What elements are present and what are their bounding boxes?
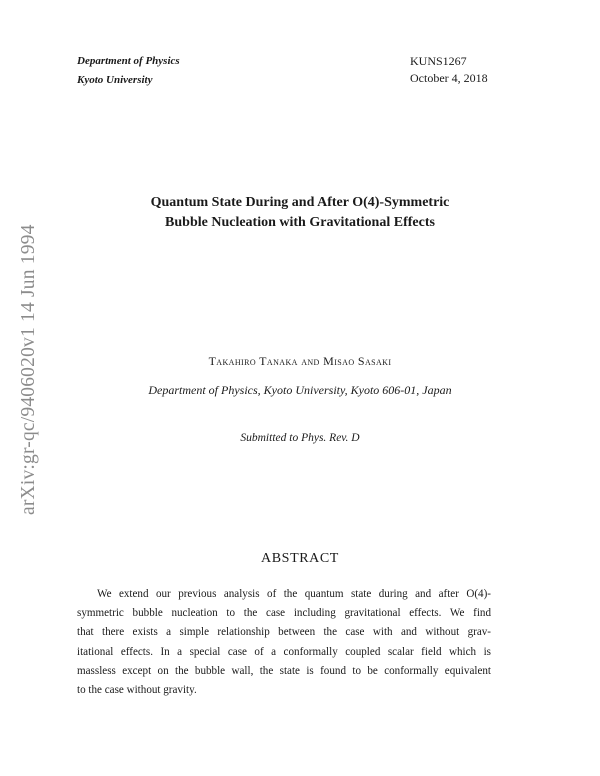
- author-conjunction: and: [301, 354, 320, 368]
- abstract-line: that there exists a simple relationship between the case with and without grav-: [77, 626, 491, 639]
- submission-note: Submitted to Phys. Rev. D: [240, 432, 360, 444]
- header-department: Department of Physics: [77, 55, 180, 67]
- header-affiliation: [77, 52, 180, 90]
- abstract-line: to the case without gravity.: [77, 684, 197, 697]
- author-list: [60, 354, 540, 369]
- abstract-body: [77, 585, 491, 700]
- report-date: October 4, 2018: [410, 71, 488, 85]
- abstract-heading: ABSTRACT: [261, 551, 339, 566]
- abstract-line: itational effects. In a special case of a conformally coupled scalar field which is: [77, 645, 491, 658]
- abstract-line: We extend our previous analysis of the quantum state during and after O(4)-: [97, 588, 491, 600]
- arxiv-identifier: arXiv:gr-qc/9406020v1 14 Jun 1994: [18, 224, 39, 515]
- author-name: Misao Sasaki: [323, 354, 392, 368]
- paper-title: [60, 193, 540, 233]
- header-university: Kyoto University: [77, 74, 153, 86]
- header-report-info: [410, 53, 488, 87]
- report-number: KUNS1267: [410, 54, 467, 68]
- title-line-1: Quantum State During and After O(4)-Symmetric: [150, 195, 450, 210]
- abstract-line: massless except on the bubble wall, the state is found to be conformally equivalent: [77, 664, 491, 677]
- abstract-line: symmetric bubble nucleation to the case including gravitational effects. We find: [77, 607, 491, 620]
- author-name: Takahiro Tanaka: [208, 354, 298, 368]
- author-affiliation: Department of Physics, Kyoto University, Kyoto 606-01, Japan: [148, 383, 452, 397]
- title-line-2: Bubble Nucleation with Gravitational Effects: [165, 215, 435, 230]
